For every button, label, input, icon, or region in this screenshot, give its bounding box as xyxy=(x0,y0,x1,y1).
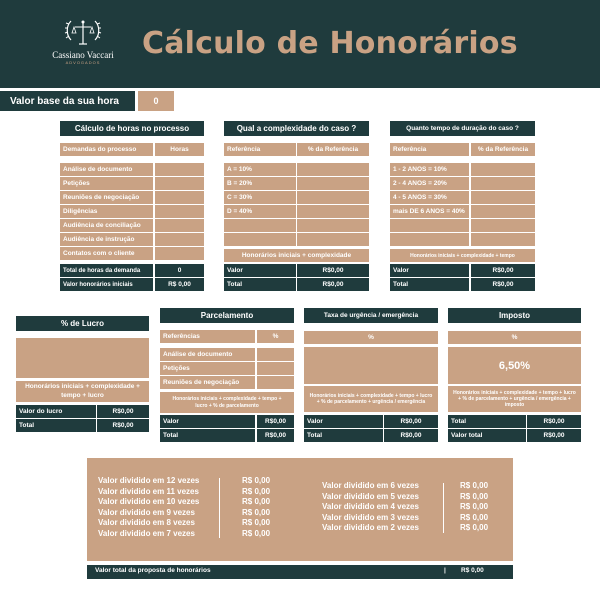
split-label: Valor dividido em 7 vezes xyxy=(98,529,195,538)
installments-col-pct-header: % xyxy=(257,330,294,343)
initial-fees-value: R$ 0,00 xyxy=(155,278,204,291)
table-row-label: Audiência de instrução xyxy=(60,233,153,246)
hours-total-value: 0 xyxy=(155,264,204,277)
split-label: Valor dividido em 10 vezes xyxy=(98,497,200,507)
split-label: Valor dividido em 3 vezes xyxy=(322,512,419,522)
split-value: R$ 0,00 xyxy=(242,529,271,538)
split-value: R$ 0,00 xyxy=(460,481,489,490)
firm-logo xyxy=(38,18,128,70)
complexity-pct-input[interactable] xyxy=(297,205,369,218)
base-hour-label: Valor base da sua hora xyxy=(0,91,135,111)
table-row-label: Análise de documento xyxy=(60,163,153,176)
split-value: R$ 0,00 xyxy=(460,523,489,533)
tax-title: Imposto xyxy=(448,308,581,323)
hours-col-demand-header: Demandas do processo xyxy=(60,143,153,156)
split-value: R$ 0,00 xyxy=(460,502,489,512)
duration-col-pct-header: % da Referência xyxy=(471,143,535,156)
split-label: Valor dividido em 11 vezes xyxy=(98,486,199,496)
complexity-pct-input[interactable] xyxy=(297,191,369,204)
split-label: Valor dividido em 4 vezes xyxy=(322,502,419,512)
table-row-label: Petições xyxy=(60,177,153,190)
logo-subtitle: ADVOGADOS xyxy=(65,60,101,65)
complexity-pct-input[interactable] xyxy=(297,233,369,246)
complexity-col-ref-header: Referência xyxy=(224,143,296,156)
installments-value-label: Valor xyxy=(160,415,255,428)
installments-footer: Honorários iniciais + complexidade + tempo + lucro + % de parcelamento xyxy=(160,392,294,413)
hours-input[interactable] xyxy=(155,247,204,260)
initial-fees-label: Valor honorários iniciais xyxy=(60,278,153,291)
hours-input[interactable] xyxy=(155,191,204,204)
split-divider-right xyxy=(443,483,444,533)
header-bar xyxy=(0,0,600,88)
complexity-title: Qual a complexidade do caso ? xyxy=(224,121,369,136)
profit-value-label: Valor do lucro xyxy=(16,405,96,418)
scales-of-justice-icon xyxy=(63,18,103,48)
duration-title: Quanto tempo de duração do caso ? xyxy=(390,121,535,136)
hours-input[interactable] xyxy=(155,177,204,190)
urgency-value-label: Valor xyxy=(304,415,383,428)
duration-row-label: mais DE 6 ANOS = 40% xyxy=(390,205,469,218)
duration-total-label: Total xyxy=(390,278,469,291)
installments-row-label: Reuniões de negociação xyxy=(160,376,255,389)
complexity-col-pct-header: % da Referência xyxy=(297,143,369,156)
tax-value: R$0,00 xyxy=(527,415,581,428)
urgency-total-label: Total xyxy=(304,429,383,442)
hours-input[interactable] xyxy=(155,205,204,218)
installments-pct-input[interactable] xyxy=(257,376,294,389)
duration-col-ref-header: Referência xyxy=(390,143,469,156)
hours-input[interactable] xyxy=(155,163,204,176)
profit-total: R$0,00 xyxy=(97,419,149,432)
table-row-label: Reuniões de negociação xyxy=(60,191,153,204)
duration-pct-input[interactable] xyxy=(471,205,535,218)
duration-value: R$0,00 xyxy=(471,264,535,277)
duration-pct-input[interactable] xyxy=(471,177,535,190)
installments-pct-input[interactable] xyxy=(257,348,294,361)
tax-total-label: Valor total xyxy=(448,429,526,442)
complexity-footer: Honorários iniciais + complexidade xyxy=(224,249,369,262)
installments-row-label: Petições xyxy=(160,362,255,375)
duration-row-label: 2 - 4 ANOS = 20% xyxy=(390,177,469,190)
complexity-pct-input[interactable] xyxy=(297,177,369,190)
installments-col-ref-header: Referências xyxy=(160,330,255,343)
split-label: Valor dividido em 6 vezes xyxy=(322,481,419,490)
complexity-value: R$0,00 xyxy=(297,264,369,277)
complexity-row-label xyxy=(224,219,296,232)
installments-row-label: Análise de documento xyxy=(160,348,255,361)
urgency-footer: Honorários iniciais + complexidade + tempo + lucro + % de parcelamento + urgência / emergência xyxy=(304,386,438,412)
hours-total-label: Total de horas da demanda xyxy=(60,264,153,277)
complexity-row-label: B = 20% xyxy=(224,177,296,190)
complexity-row-label: D = 40% xyxy=(224,205,296,218)
split-value: R$ 0,00 xyxy=(242,518,271,528)
split-label: Valor dividido em 8 vezes xyxy=(98,518,195,528)
profit-total-label: Total xyxy=(16,419,96,432)
profit-title: % de Lucro xyxy=(16,316,149,331)
profit-value: R$0,00 xyxy=(97,405,149,418)
split-value: R$ 0,00 xyxy=(242,507,271,517)
proposal-total-label: Valor total da proposta de honorários xyxy=(95,567,211,574)
duration-row-label: 4 - 5 ANOS = 30% xyxy=(390,191,469,204)
urgency-col-header: % xyxy=(304,331,438,344)
table-row-label: Contatos com o cliente xyxy=(60,247,153,260)
complexity-row-label: A = 10% xyxy=(224,163,296,176)
tax-total: R$0,00 xyxy=(527,429,581,442)
installments-title: Parcelamento xyxy=(160,308,294,323)
page-title: Cálculo de Honorários xyxy=(142,26,518,61)
split-value: R$ 0,00 xyxy=(242,486,271,496)
complexity-pct-input[interactable] xyxy=(297,219,369,232)
profit-input[interactable] xyxy=(16,338,149,378)
tax-value-label: Total xyxy=(448,415,526,428)
split-value: R$ 0,00 xyxy=(242,476,271,485)
hours-col-hours-header: Horas xyxy=(155,143,204,156)
duration-pct-input[interactable] xyxy=(471,163,535,176)
proposal-total-value: R$ 0,00 xyxy=(461,567,484,574)
split-value: R$ 0,00 xyxy=(460,512,489,522)
installments-total-label: Total xyxy=(160,429,255,442)
duration-row-label xyxy=(390,219,469,232)
duration-total: R$0,00 xyxy=(471,278,535,291)
split-value: R$ 0,00 xyxy=(242,497,271,507)
complexity-value-label: Valor xyxy=(224,264,296,277)
installments-value: R$0,00 xyxy=(257,415,294,428)
urgency-input[interactable] xyxy=(304,347,438,384)
duration-row-label xyxy=(390,233,469,246)
urgency-value: R$0,00 xyxy=(384,415,438,428)
urgency-title: Taxa de urgência / emergência xyxy=(304,308,438,323)
complexity-total-label: Total xyxy=(224,278,296,291)
duration-pct-input[interactable] xyxy=(471,191,535,204)
urgency-total: R$0,00 xyxy=(384,429,438,442)
duration-pct-input[interactable] xyxy=(471,233,535,246)
split-label: Valor dividido em 5 vezes xyxy=(322,491,419,501)
complexity-total: R$0,00 xyxy=(297,278,369,291)
duration-row-label: 1 - 2 ANOS = 10% xyxy=(390,163,469,176)
hours-input[interactable] xyxy=(155,219,204,232)
installments-pct-input[interactable] xyxy=(257,362,294,375)
split-divider-left xyxy=(219,478,220,538)
tax-footer: Honorários iniciais + complexidade + tempo + lucro + % de parcelamento + urgência / emergência + imposto xyxy=(448,386,581,412)
split-label: Valor dividido em 9 vezes xyxy=(98,507,195,517)
tax-col-header: % xyxy=(448,331,581,344)
split-label: Valor dividido em 12 vezes xyxy=(98,476,200,485)
table-row-label: Diligências xyxy=(60,205,153,218)
split-value: R$ 0,00 xyxy=(460,491,489,501)
profit-footer: Honorários iniciais + complexidade + tempo + lucro xyxy=(16,381,149,402)
logo-name: Cassiano Vaccari xyxy=(52,50,114,60)
complexity-row-label xyxy=(224,233,296,246)
duration-value-label: Valor xyxy=(390,264,469,277)
duration-footer: Honorários iniciais + complexidade + tempo xyxy=(390,249,535,262)
split-label: Valor dividido em 2 vezes xyxy=(322,523,419,533)
table-row-label: Audiência de conciliação xyxy=(60,219,153,232)
tax-rate-input[interactable]: 6,50% xyxy=(448,347,581,384)
base-hour-input[interactable]: 0 xyxy=(138,91,174,111)
hours-input[interactable] xyxy=(155,233,204,246)
complexity-row-label: C = 30% xyxy=(224,191,296,204)
hours-table-title: Cálculo de horas no processo xyxy=(60,121,204,136)
complexity-pct-input[interactable] xyxy=(297,163,369,176)
duration-pct-input[interactable] xyxy=(471,219,535,232)
installments-total: R$0,00 xyxy=(257,429,294,442)
proposal-total-separator: | xyxy=(444,567,446,574)
